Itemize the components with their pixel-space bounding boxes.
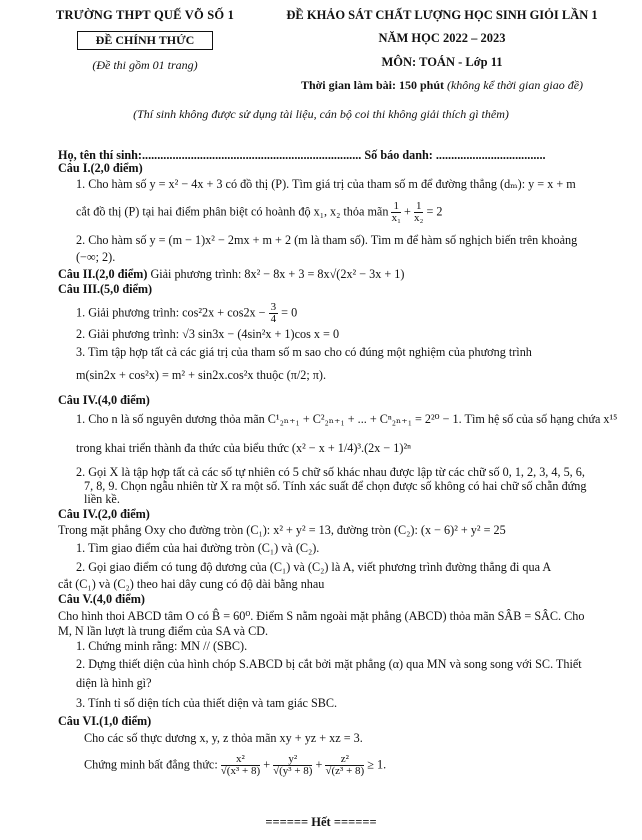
q4-part2-line2: 7, 8, 9. Chọn ngẫu nhiên từ X ra một số. Tính xác suất để chọn được số không có hai chữ số chẵn đứng xyxy=(84,479,587,493)
fraction-y-term: $\frac{\text{y²}}{\text{√(y³ + 8)}}$ xyxy=(273,753,313,777)
candidate-name-label: Họ, tên thí sinh:........................................................................ xyxy=(58,148,362,162)
q5-heading: Câu IV.(2,0 điểm) xyxy=(58,507,150,521)
q7-text-line1: Cho các số thực dương x, y, z thỏa mãn xy + yz + xz = 3. xyxy=(84,731,363,745)
candidate-sbd-label: Số báo danh: .................................... xyxy=(364,148,546,162)
q3-part3-line1: 3. Tìm tập hợp tất cả các giá trị của tham số m sao cho có đúng một nghiệm của phương trình xyxy=(76,345,532,359)
q6-part1: 1. Chứng minh rằng: MN // (SBC). xyxy=(76,639,248,653)
instruction-note: (Thí sinh không được sử dụng tài liệu, cán bộ coi thi không giải thích gì thêm) xyxy=(133,107,509,121)
fraction-x-term: $\frac{\text{x²}}{\text{√(x³ + 8)}}$ xyxy=(220,753,261,777)
time-note: (không kể thời gian giao đề) xyxy=(446,78,584,92)
official-badge: ĐỀ CHÍNH THỨC xyxy=(77,31,214,50)
q1-part1-line1: 1. Cho hàm số y = x² − 4x + 3 có đồ thị (P). Tìm giá trị của tham số m để đường thẳng (dₘ): y = x + m xyxy=(76,177,576,191)
end-marker: ====== Hết ====== xyxy=(265,815,377,829)
header-right xyxy=(262,8,622,93)
q1-part2-line1: 2. Cho hàm số y = (m − 1)x² − 2mx + m + 2 (m là tham số). Tìm m để hàm số nghịch biến trên khoảng xyxy=(76,233,578,247)
q5-text: Trong mặt phẳng Oxy cho đường tròn (C₁): x² + y² = 13, đường tròn (C₂): (x − 6)² + y² = 25 xyxy=(58,523,506,537)
q1-part2-line2: (−∞; 2). xyxy=(76,250,116,264)
q6-text-line2: M, N lần lượt là trung điểm của SA và CD. xyxy=(58,624,269,638)
candidate-line xyxy=(58,148,613,162)
q6-heading: Câu V.(4,0 điểm) xyxy=(58,592,145,606)
q1-part1-line2: cắt đồ thị (P) tại hai điểm phân biệt có hoành độ x₁, x₂ thỏa mãn $\frac{1}{\text{x₁}}$ + $\frac{1}{\text{x₂}}$ = 2 xyxy=(76,200,443,224)
exam-title: ĐỀ KHẢO SÁT CHẤT LƯỢNG HỌC SINH GIỎI LẦN 1 xyxy=(286,8,598,22)
fraction-3-over-4: $\frac{3}{4}$ xyxy=(270,301,277,325)
q1-part1-rhs: = 2 xyxy=(426,204,443,219)
q3-part1 xyxy=(76,302,613,325)
time-text: Thời gian làm bài: 150 phút xyxy=(300,78,444,92)
q2-heading: Câu II.(2,0 điểm) xyxy=(58,267,148,281)
q7-text-suffix: ≥ 1. xyxy=(367,757,387,772)
page-count-note: (Đề thi gồm 01 trang) xyxy=(92,58,198,72)
fraction-1-over-x2: $\frac{1}{\text{x₂}}$ xyxy=(414,200,424,224)
q6-part2-line2: diện là hình gì? xyxy=(76,676,152,690)
q4-part1-line2: trong khai triển thành đa thức của biểu thức (x² − x + 1/4)³.(2x − 1)²ⁿ xyxy=(76,441,411,455)
q5-part1: 1. Tìm giao điểm của hai đường tròn (C₁) và (C₂). xyxy=(76,541,320,555)
school-year: NĂM HỌC 2022 – 2023 xyxy=(378,31,506,45)
q4-heading: Câu IV.(4,0 điểm) xyxy=(58,393,150,407)
q1-heading: Câu I.(2,0 điểm) xyxy=(58,161,143,175)
time-limit xyxy=(262,78,622,93)
q6-text-line1: Cho hình thoi ABCD tâm O có B̂ = 60⁰. Điểm S nằm ngoài mặt phẳng (ABCD) thỏa mãn SÂB = SÂC. Cho xyxy=(58,609,585,623)
q6-part3: 3. Tính tỉ số diện tích của thiết diện và tam giác SBC. xyxy=(76,696,338,710)
q3-part1-text: 1. Giải phương trình: cos²2x + cos2x − xyxy=(76,305,266,320)
q3-heading: Câu III.(5,0 điểm) xyxy=(58,282,153,296)
q5-part2-line2: cắt (C₁) và (C₂) theo hai dây cung có độ dài bằng nhau xyxy=(58,577,325,591)
q7-inequality: Chứng minh bất đẳng thức: $\frac{\text{x²}}{\text{√(x³ + 8)}}$ + $\frac{\text{y²}}{\text{√(y³ + 8)}}$ + $\frac{\text{z²}}{\text{√(z³ + 8)}}$ ≥ 1. xyxy=(84,753,387,777)
q7-heading: Câu VI.(1,0 điểm) xyxy=(58,714,152,728)
subject: MÔN: TOÁN - Lớp 11 xyxy=(381,55,503,69)
fraction-z-term: $\frac{\text{z²}}{\text{√(z³ + 8)}}$ xyxy=(325,753,365,777)
q7-text-prefix: Chứng minh bất đẳng thức: xyxy=(84,757,218,772)
q3-part2: 2. Giải phương trình: √3 sin3x − (4sin²x + 1)cos x = 0 xyxy=(76,327,340,341)
q5-part2-line1: 2. Gọi giao điểm có tung độ dương của (C₁) và (C₂) là A, viết phương trình đường thẳng đi qua A xyxy=(76,560,552,574)
header-left xyxy=(40,8,250,73)
q2-text: Giải phương trình: 8x² − 8x + 3 = 8x√(2x² − 3x + 1) xyxy=(147,267,405,281)
q4-part1-line1: 1. Cho n là số nguyên dương thỏa mãn C¹₂ₙ₊₁ + C²₂ₙ₊₁ + ... + Cⁿ₂ₙ₊₁ = 2²⁰ − 1. Tìm hệ số của số hạng chứa x¹⁵ xyxy=(76,412,618,426)
fraction-1-over-x1: $\frac{1}{\text{x₁}}$ xyxy=(391,200,401,224)
school-name: TRƯỜNG THPT QUẾ VÕ SỐ 1 xyxy=(55,8,235,22)
q3-part1-rhs: = 0 xyxy=(281,305,298,320)
q6-part2-line1: 2. Dựng thiết diện của hình chóp S.ABCD bị cắt bởi mặt phẳng (α) qua MN và song song với SC. Thiết xyxy=(76,657,582,671)
q2-line xyxy=(58,267,613,281)
q3-part3-line2: m(sin2x + cos²x) = m² + sin2x.cos²x thuộc (π/2; π). xyxy=(76,368,327,382)
q4-part2-line1: 2. Gọi X là tập hợp tất cả các số tự nhiên có 5 chữ số khác nhau được lập từ các chữ số 0, 1, 2, 3, 4, 5, 6, xyxy=(76,465,585,479)
q1-part1-text: cắt đồ thị (P) tại hai điểm phân biệt có hoành độ x₁, x₂ thỏa mãn xyxy=(76,204,389,219)
q4-part2-line3: liền kề. xyxy=(84,492,120,506)
